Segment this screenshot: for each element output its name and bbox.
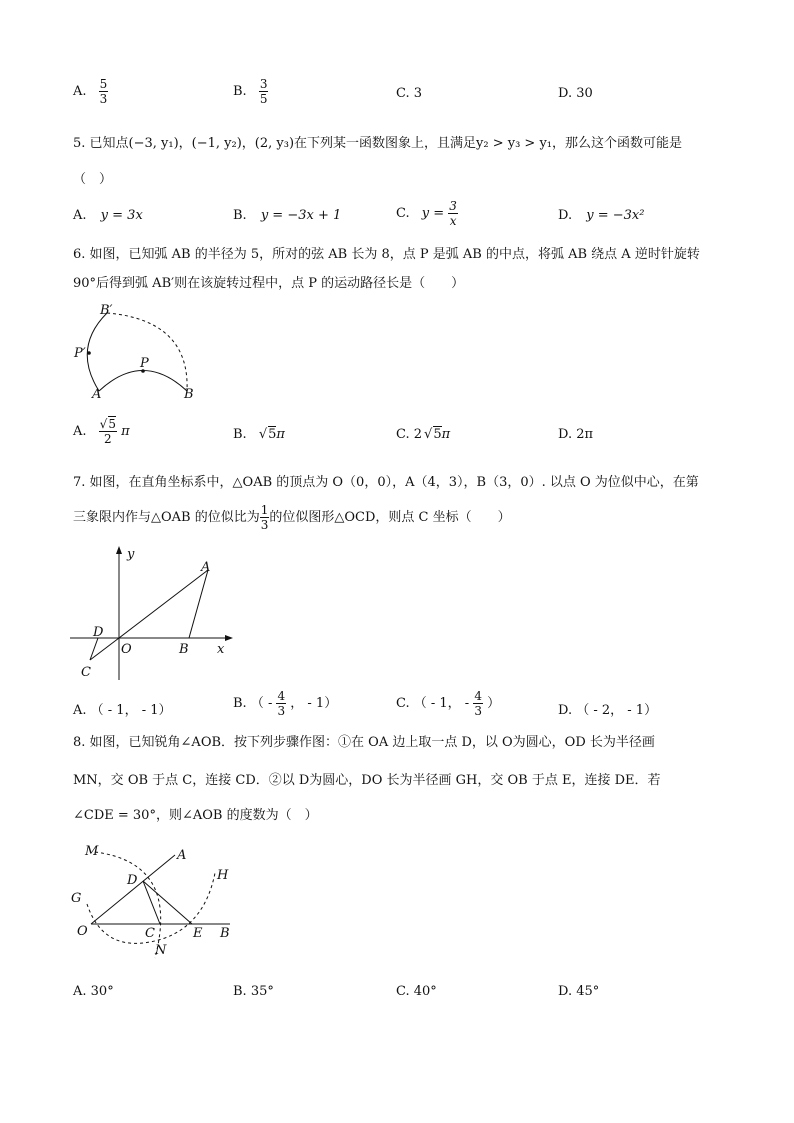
q6-option-a-fraction: [99, 418, 117, 445]
q8-ray-oa: [91, 855, 175, 924]
q7-option-c-prefix: C. （ - 1， -: [396, 696, 470, 711]
q8-option-b: B. 35°: [233, 984, 274, 999]
q7-ratio-denominator: 3: [260, 518, 269, 532]
q6-option-c-pi: π: [441, 427, 451, 442]
q7-option-b-numerator: 4: [277, 689, 286, 703]
q8-label-o: O: [77, 924, 88, 939]
q7-option-b-fraction: [276, 690, 286, 717]
q6-label-p-prime: P′: [74, 346, 86, 361]
q7-option-c: [396, 690, 500, 717]
q4-option-a-denominator: 3: [99, 92, 108, 106]
q4-option-b: [233, 78, 268, 105]
q4-option-a: [73, 78, 108, 105]
q6-label-b-prime: B′: [100, 303, 113, 318]
q6-stem-line2: 90°后得到弧 AB′则在该旋转过程中，点 P 的运动路径长是（ ）: [73, 276, 465, 291]
q7-segment-ab: [189, 570, 208, 638]
q5-option-b-label: B.: [233, 208, 247, 223]
q7-option-b-suffix: ， - 1）: [290, 696, 338, 711]
q6-option-c-radicand: 5: [433, 427, 442, 442]
q6-option-b: B. √5π: [233, 427, 285, 442]
q5-option-a-label: A.: [73, 208, 87, 223]
q5-option-a: [73, 208, 143, 223]
q8-label-d: D: [127, 873, 138, 888]
q6-option-a-label: A.: [73, 424, 87, 439]
q6-label-b: B: [184, 387, 194, 400]
q7-label-d: D: [93, 625, 104, 640]
q8-arc-mn: [95, 852, 161, 958]
q7-label-o: O: [121, 642, 132, 657]
q6-option-a: [73, 418, 130, 445]
q5-option-c-prefix: y =: [421, 206, 445, 221]
q5-option-c-denominator: x: [449, 214, 457, 228]
q8-label-m: M: [85, 844, 99, 859]
q4-option-a-numerator: 5: [99, 77, 108, 91]
q6-dashed-path: [107, 313, 187, 391]
q6-option-a-numerator: √5: [99, 417, 116, 431]
q6-point-p-prime: [87, 351, 91, 355]
q6-option-a-radicand: 5: [108, 417, 116, 431]
q5-option-c-numerator: 3: [449, 199, 457, 213]
q4-option-b-label: B.: [233, 84, 247, 99]
q7-option-c-denominator: 3: [474, 704, 482, 718]
q6-option-a-denominator: 2: [104, 432, 112, 446]
q5-option-d: [558, 208, 644, 223]
q7-segment-oa: [119, 570, 208, 638]
q6-arc-ab: [99, 371, 187, 392]
q6-stem-line1: 6. 如图，已知弧 AB 的半径为 5，所对的弦 AB 长为 8，点 P 是弧 AB 的中点，将弧 AB 绕点 A 逆时针旋转: [73, 247, 700, 262]
q7-option-b: [233, 690, 337, 717]
q7-option-b-prefix: B. （ -: [233, 696, 273, 711]
q6-option-a-pi: π: [121, 424, 130, 439]
q7-x-arrow: [225, 635, 233, 641]
q4-option-a-fraction: [99, 78, 109, 105]
q8-label-a: A: [177, 848, 187, 863]
q6-option-c-label: C. 2: [396, 427, 423, 442]
q7-option-d: D. （ - 2， - 1）: [558, 703, 658, 718]
q4-option-b-denominator: 5: [259, 92, 268, 106]
q4-option-c: C. 3: [396, 86, 423, 101]
q4-option-b-fraction: [259, 78, 269, 105]
q6-label-a: A: [92, 387, 102, 400]
q5-option-b-expression: y = −3x + 1: [260, 208, 342, 223]
q8-figure: [65, 838, 245, 970]
q8-segment-de: [143, 881, 192, 924]
q7-option-c-numerator: 4: [474, 689, 482, 703]
q7-label-y: y: [127, 547, 135, 562]
q6-label-p: P: [140, 356, 149, 371]
q8-stem-line2: MN，交 OB 于点 C，连接 CD．②以 D为圆心，DO 长为半径画 GH，交 OB 于点 E，连接 DE．若: [73, 773, 661, 788]
q8-label-e: E: [193, 926, 203, 941]
q7-option-c-fraction: [473, 690, 483, 717]
q8-stem-line1: 8. 如图，已知锐角∠AOB．按下列步骤作图：①在 OA 边上取一点 D，以 O为圆心，OD 长为半径画: [73, 735, 655, 750]
q8-label-h: H: [217, 868, 229, 883]
q7-label-b: B: [179, 642, 189, 657]
q5-option-c-label: C.: [396, 206, 410, 221]
q6-option-c: C. 2 √5π: [396, 427, 451, 442]
q7-option-c-suffix: ）: [487, 696, 501, 711]
q5-option-a-expression: y = 3x: [100, 208, 143, 223]
q5-option-b: [233, 208, 341, 223]
q7-figure: [65, 540, 245, 685]
q7-label-c: C: [81, 665, 91, 680]
q6-option-d: D. 2π: [558, 427, 594, 442]
q8-segment-cd: [143, 881, 160, 924]
q4-option-a-label: A.: [73, 84, 87, 99]
q7-label-x: x: [217, 642, 225, 657]
q7-ratio-fraction: [260, 504, 270, 531]
q7-stem-line2: [73, 504, 511, 531]
q6-option-b-pi: π: [276, 427, 285, 442]
q5-stem-line2: （ ）: [73, 172, 113, 187]
q8-option-c: C. 40°: [396, 984, 437, 999]
q8-label-n: N: [155, 943, 167, 958]
q7-y-arrow: [116, 546, 122, 554]
q5-option-c-fraction: [448, 200, 458, 227]
q4-option-d: D. 30: [558, 86, 593, 101]
q7-ratio-numerator: 1: [260, 503, 269, 517]
q8-stem-line3: ∠CDE = 30°，则∠AOB 的度数为（ ）: [73, 808, 318, 823]
q7-stem-line1: 7. 如图，在直角坐标系中，△OAB 的顶点为 O（0，0），A（4，3），B（3，0）. 以点 O 为位似中心，在第: [73, 475, 699, 490]
q5-option-d-expression: y = −3x²: [586, 208, 645, 223]
q7-stem-line2-pre: 三象限内作与△OAB 的位似比为: [73, 510, 260, 525]
q6-figure: [70, 300, 210, 400]
q8-label-b: B: [220, 926, 230, 941]
q5-option-c: [396, 200, 458, 227]
q8-option-d: D. 45°: [558, 984, 600, 999]
q8-label-c: C: [145, 926, 155, 941]
q7-stem-line2-post: 的位似图形△OCD，则点 C 坐标（ ）: [269, 510, 511, 525]
q5-option-d-label: D.: [558, 208, 573, 223]
q8-option-a: A. 30°: [73, 984, 114, 999]
q4-option-b-numerator: 3: [259, 77, 268, 91]
q5-stem-line1: 5. 已知点(−3, y₁)，(−1, y₂)，(2, y₃)在下列某一函数图象上，且满足y₂ > y₃ > y₁，那么这个函数可能是: [73, 136, 683, 151]
q7-label-a: A: [201, 560, 211, 575]
q8-label-g: G: [71, 891, 82, 906]
q7-option-b-denominator: 3: [277, 704, 286, 718]
q7-option-a: A. （ - 1， - 1）: [73, 703, 172, 718]
q6-option-b-label: B.: [233, 427, 247, 442]
q6-option-b-radicand: 5: [268, 427, 277, 442]
